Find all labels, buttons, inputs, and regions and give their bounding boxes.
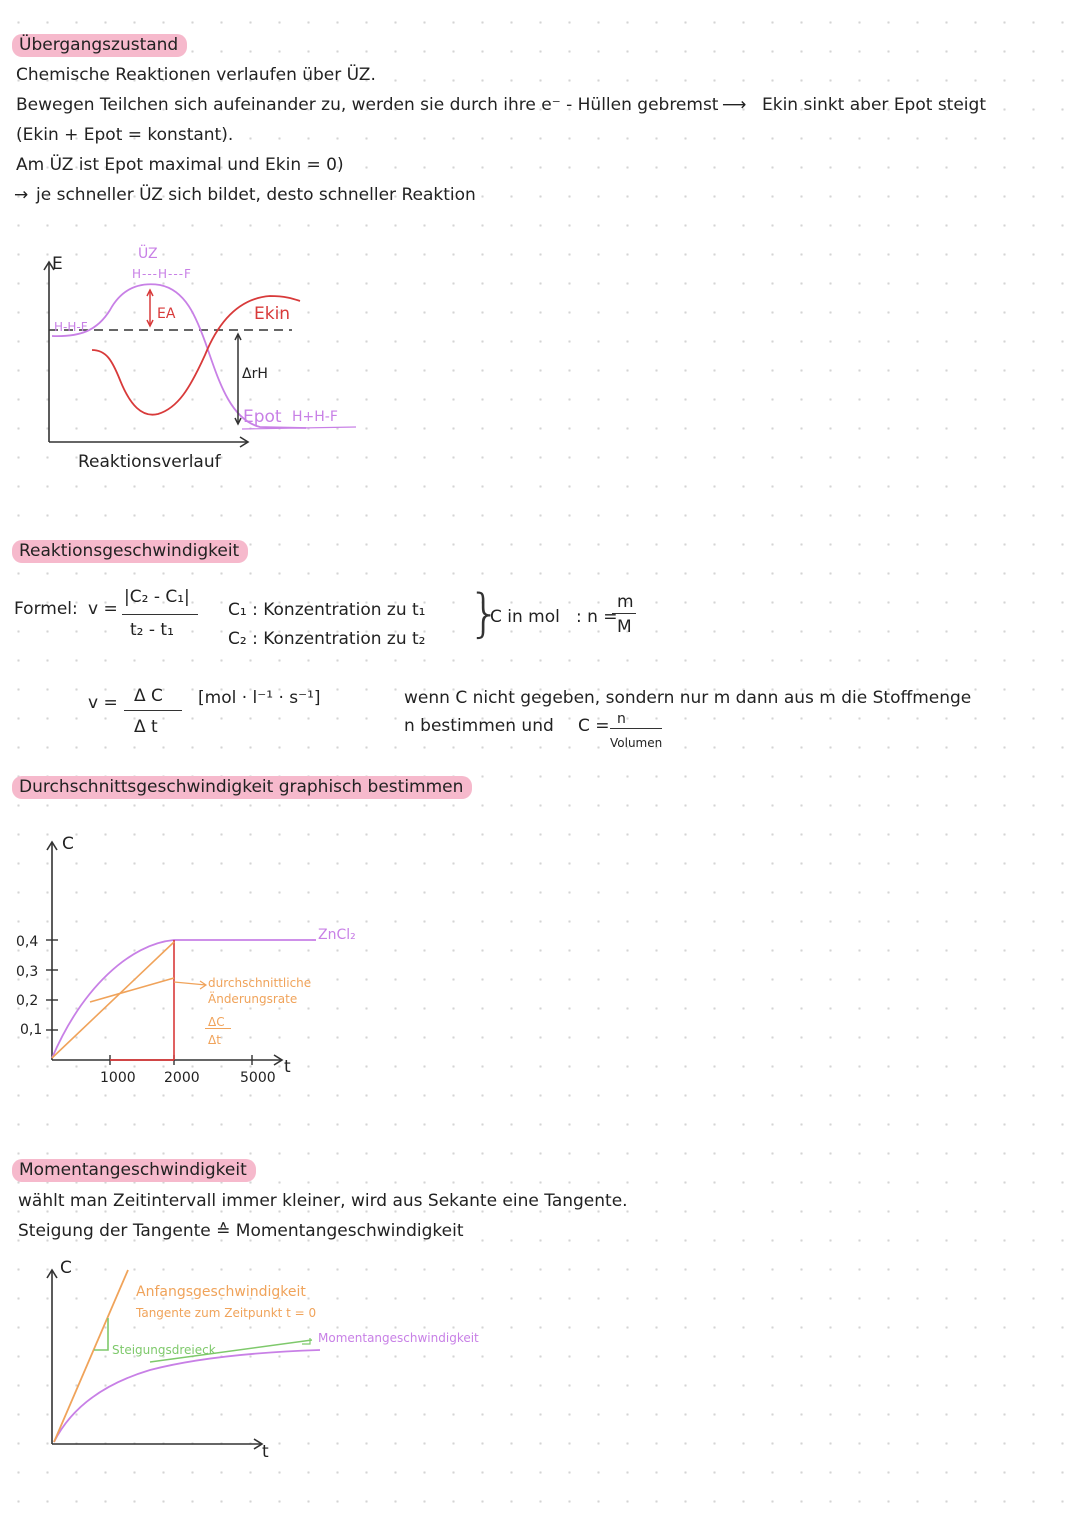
tangent-x-label: t xyxy=(262,1442,269,1462)
product-species-label: H+H-F xyxy=(292,409,338,425)
text-line-2-result: Ekin sinkt aber Epot steigt xyxy=(762,95,986,115)
section-title-momentangeschwindigkeit: Momentangeschwindigkeit xyxy=(12,1159,256,1182)
concentration-curve xyxy=(54,1350,320,1442)
text-line-3: (Ekin + Epot = konstant). xyxy=(16,125,234,145)
formel-label: Formel: xyxy=(14,599,78,619)
formula-numerator: |C₂ - C₁| xyxy=(124,587,190,607)
note-line-2: n bestimmen und xyxy=(404,716,554,736)
series-label-zncl2: ZnCl₂ xyxy=(318,927,356,943)
n-equals: : n = xyxy=(576,607,618,627)
x-tick-label: 5000 xyxy=(240,1070,276,1086)
epot-label: Epot xyxy=(243,407,282,427)
delta-t: Δ t xyxy=(134,717,158,737)
v-equals-delta: v = xyxy=(88,693,118,713)
ea-label: EA xyxy=(157,306,176,322)
y-tick-label: 0,1 xyxy=(20,1022,43,1038)
secant-label: durchschnittliche Änderungsrate xyxy=(208,976,312,1006)
text-line-5: je schneller ÜZ sich bildet, desto schneller Reaktion xyxy=(36,185,476,205)
c-frac-numerator: n xyxy=(617,711,626,727)
c-frac-denominator: Volumen xyxy=(610,736,663,750)
moment-label: Momentangeschwindigkeit xyxy=(318,1331,479,1345)
n-numerator: m xyxy=(617,592,634,612)
text-line-4: Am ÜZ ist Epot maximal und Ekin = 0) xyxy=(16,155,344,175)
anfang-label: Anfangsgeschwindigkeit xyxy=(136,1284,306,1300)
y-tick-label: 0,3 xyxy=(16,964,39,980)
section-title-reaktionsgeschwindigkeit: Reaktionsgeschwindigkeit xyxy=(12,540,248,563)
ekin-label: Ekin xyxy=(254,304,291,324)
drh-label: ΔrH xyxy=(242,366,268,382)
unit-label: [mol · l⁻¹ · s⁻¹] xyxy=(198,688,321,708)
slope-triangle-label: Steigungsdreieck xyxy=(112,1343,216,1357)
x-tick-label: 2000 xyxy=(164,1070,200,1086)
secant-delta-t: Δt xyxy=(208,1033,221,1047)
chart-y-label: C xyxy=(62,834,74,854)
c2-definition: C₂ : Konzentration zu t₂ xyxy=(228,629,426,649)
anfang-sublabel: Tangente zum Zeitpunkt t = 0 xyxy=(136,1306,317,1320)
start-species-label: H-H-F xyxy=(54,320,88,334)
section-title-uebergangszustand: Übergangszustand xyxy=(12,34,187,57)
c-equals: C = xyxy=(578,716,610,736)
reaction-progress-label: Reaktionsverlauf xyxy=(78,452,221,472)
momentan-line-1: wählt man Zeitintervall immer kleiner, wird aus Sekante eine Tangente. xyxy=(18,1191,628,1211)
x-tick-label: 1000 xyxy=(100,1070,136,1086)
n-denominator: M xyxy=(617,617,632,637)
note-line-1: wenn C nicht gegeben, sondern nur m dann aus m die Stoffmenge xyxy=(404,688,972,708)
y-tick-label: 0,4 xyxy=(16,934,39,950)
section-title-durchschnitt: Durchschnittsgeschwindigkeit graphisch bestimmen xyxy=(12,776,472,799)
v-equals: v = xyxy=(88,599,118,619)
curly-brace-icon: } xyxy=(468,584,502,644)
uz-label: ÜZ xyxy=(138,246,158,262)
text-line-1: Chemische Reaktionen verlaufen über ÜZ. xyxy=(16,65,376,85)
arrow-right-icon: ⟶ xyxy=(722,95,747,115)
text-line-2: Bewegen Teilchen sich aufeinander zu, werden sie durch ihre e⁻ - Hüllen gebremst xyxy=(16,95,719,115)
momentan-line-2: Steigung der Tangente ≙ Momentangeschwindigkeit xyxy=(18,1221,464,1241)
uz-species-label: H---H---F xyxy=(132,267,192,281)
c1-definition: C₁ : Konzentration zu t₁ xyxy=(228,600,426,620)
c-unit: C in mol xyxy=(490,607,560,627)
delta-c: Δ C xyxy=(134,686,163,706)
arrow-right-icon: → xyxy=(14,185,29,205)
secant-delta-c: ΔC xyxy=(208,1015,225,1029)
y-tick-label: 0,2 xyxy=(16,993,39,1009)
tangent-y-label: C xyxy=(60,1258,72,1278)
formula-denominator: t₂ - t₁ xyxy=(130,620,174,640)
chart-x-label: t xyxy=(284,1057,291,1077)
energy-axis-label: E xyxy=(52,254,63,274)
